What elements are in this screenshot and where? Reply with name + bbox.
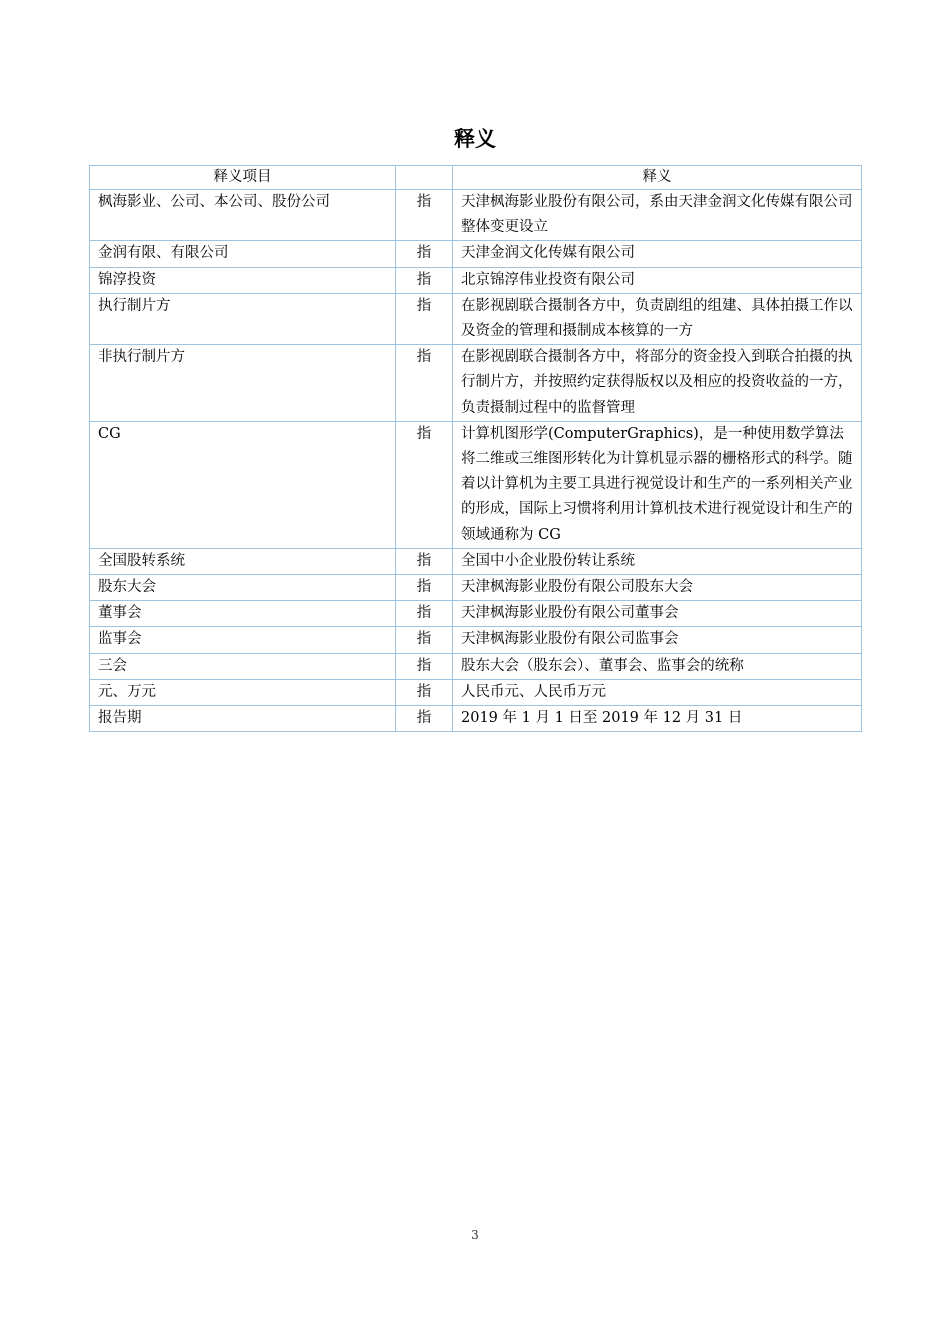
definition-cell: 北京锦淳伟业投资有限公司 xyxy=(453,267,862,293)
term-cell: 报告期 xyxy=(90,706,396,732)
term-cell: 全国股转系统 xyxy=(90,548,396,574)
table-row xyxy=(90,421,862,548)
header-zhi xyxy=(396,166,453,190)
term-cell: 股东大会 xyxy=(90,575,396,601)
page-number: 3 xyxy=(471,1228,479,1242)
table-row xyxy=(90,706,862,732)
term-cell: 三会 xyxy=(90,653,396,679)
definition-cell: 人民币元、人民币万元 xyxy=(453,679,862,705)
table-row xyxy=(90,190,862,241)
definition-cell: 股东大会（股东会）、董事会、监事会的统称 xyxy=(453,653,862,679)
definition-cell: 天津枫海影业股份有限公司，系由天津金润文化传媒有限公司整体变更设立 xyxy=(453,190,862,241)
zhi-cell: 指 xyxy=(396,575,453,601)
definition-cell: 天津枫海影业股份有限公司董事会 xyxy=(453,601,862,627)
glossary-table xyxy=(89,165,862,732)
table-row xyxy=(90,653,862,679)
definition-cell: 天津枫海影业股份有限公司股东大会 xyxy=(453,575,862,601)
term-cell: 非执行制片方 xyxy=(90,345,396,422)
page-title: 释义 xyxy=(454,127,496,151)
definition-cell: 全国中小企业股份转让系统 xyxy=(453,548,862,574)
term-cell: 元、万元 xyxy=(90,679,396,705)
table-row xyxy=(90,345,862,422)
term-cell: 董事会 xyxy=(90,601,396,627)
table-row xyxy=(90,575,862,601)
table-row xyxy=(90,267,862,293)
zhi-cell: 指 xyxy=(396,293,453,344)
definition-cell: 天津枫海影业股份有限公司监事会 xyxy=(453,627,862,653)
zhi-cell: 指 xyxy=(396,706,453,732)
table-row xyxy=(90,241,862,267)
zhi-cell: 指 xyxy=(396,421,453,548)
table-header-row xyxy=(90,166,862,190)
table-row xyxy=(90,627,862,653)
zhi-cell: 指 xyxy=(396,190,453,241)
term-cell: CG xyxy=(90,421,396,548)
zhi-cell: 指 xyxy=(396,267,453,293)
table-row xyxy=(90,293,862,344)
zhi-cell: 指 xyxy=(396,241,453,267)
zhi-cell: 指 xyxy=(396,548,453,574)
zhi-cell: 指 xyxy=(396,679,453,705)
zhi-cell: 指 xyxy=(396,653,453,679)
header-term: 释义项目 xyxy=(90,166,396,190)
zhi-cell: 指 xyxy=(396,601,453,627)
term-cell: 执行制片方 xyxy=(90,293,396,344)
zhi-cell: 指 xyxy=(396,627,453,653)
term-cell: 金润有限、有限公司 xyxy=(90,241,396,267)
term-cell: 监事会 xyxy=(90,627,396,653)
zhi-cell: 指 xyxy=(396,345,453,422)
definition-cell: 在影视剧联合摄制各方中，负责剧组的组建、具体拍摄工作以及资金的管理和摄制成本核算的一方 xyxy=(453,293,862,344)
table-row xyxy=(90,548,862,574)
table-row xyxy=(90,601,862,627)
term-cell: 枫海影业、公司、本公司、股份公司 xyxy=(90,190,396,241)
definition-cell: 2019 年 1 月 1 日至 2019 年 12 月 31 日 xyxy=(453,706,862,732)
header-definition: 释义 xyxy=(453,166,862,190)
definition-cell: 天津金润文化传媒有限公司 xyxy=(453,241,862,267)
definition-cell: 在影视剧联合摄制各方中，将部分的资金投入到联合拍摄的执行制片方，并按照约定获得版权以及相应的投资收益的一方，负责摄制过程中的监督管理 xyxy=(453,345,862,422)
definition-cell: 计算机图形学(ComputerGraphics)，是一种使用数学算法将二维或三维图形转化为计算机显示器的栅格形式的科学。随着以计算机为主要工具进行视觉设计和生产的一系列相关产业的形成，国际上习惯将利用计算机技术进行视觉设计和生产的领域通称为 CG xyxy=(453,421,862,548)
term-cell: 锦淳投资 xyxy=(90,267,396,293)
table-row xyxy=(90,679,862,705)
